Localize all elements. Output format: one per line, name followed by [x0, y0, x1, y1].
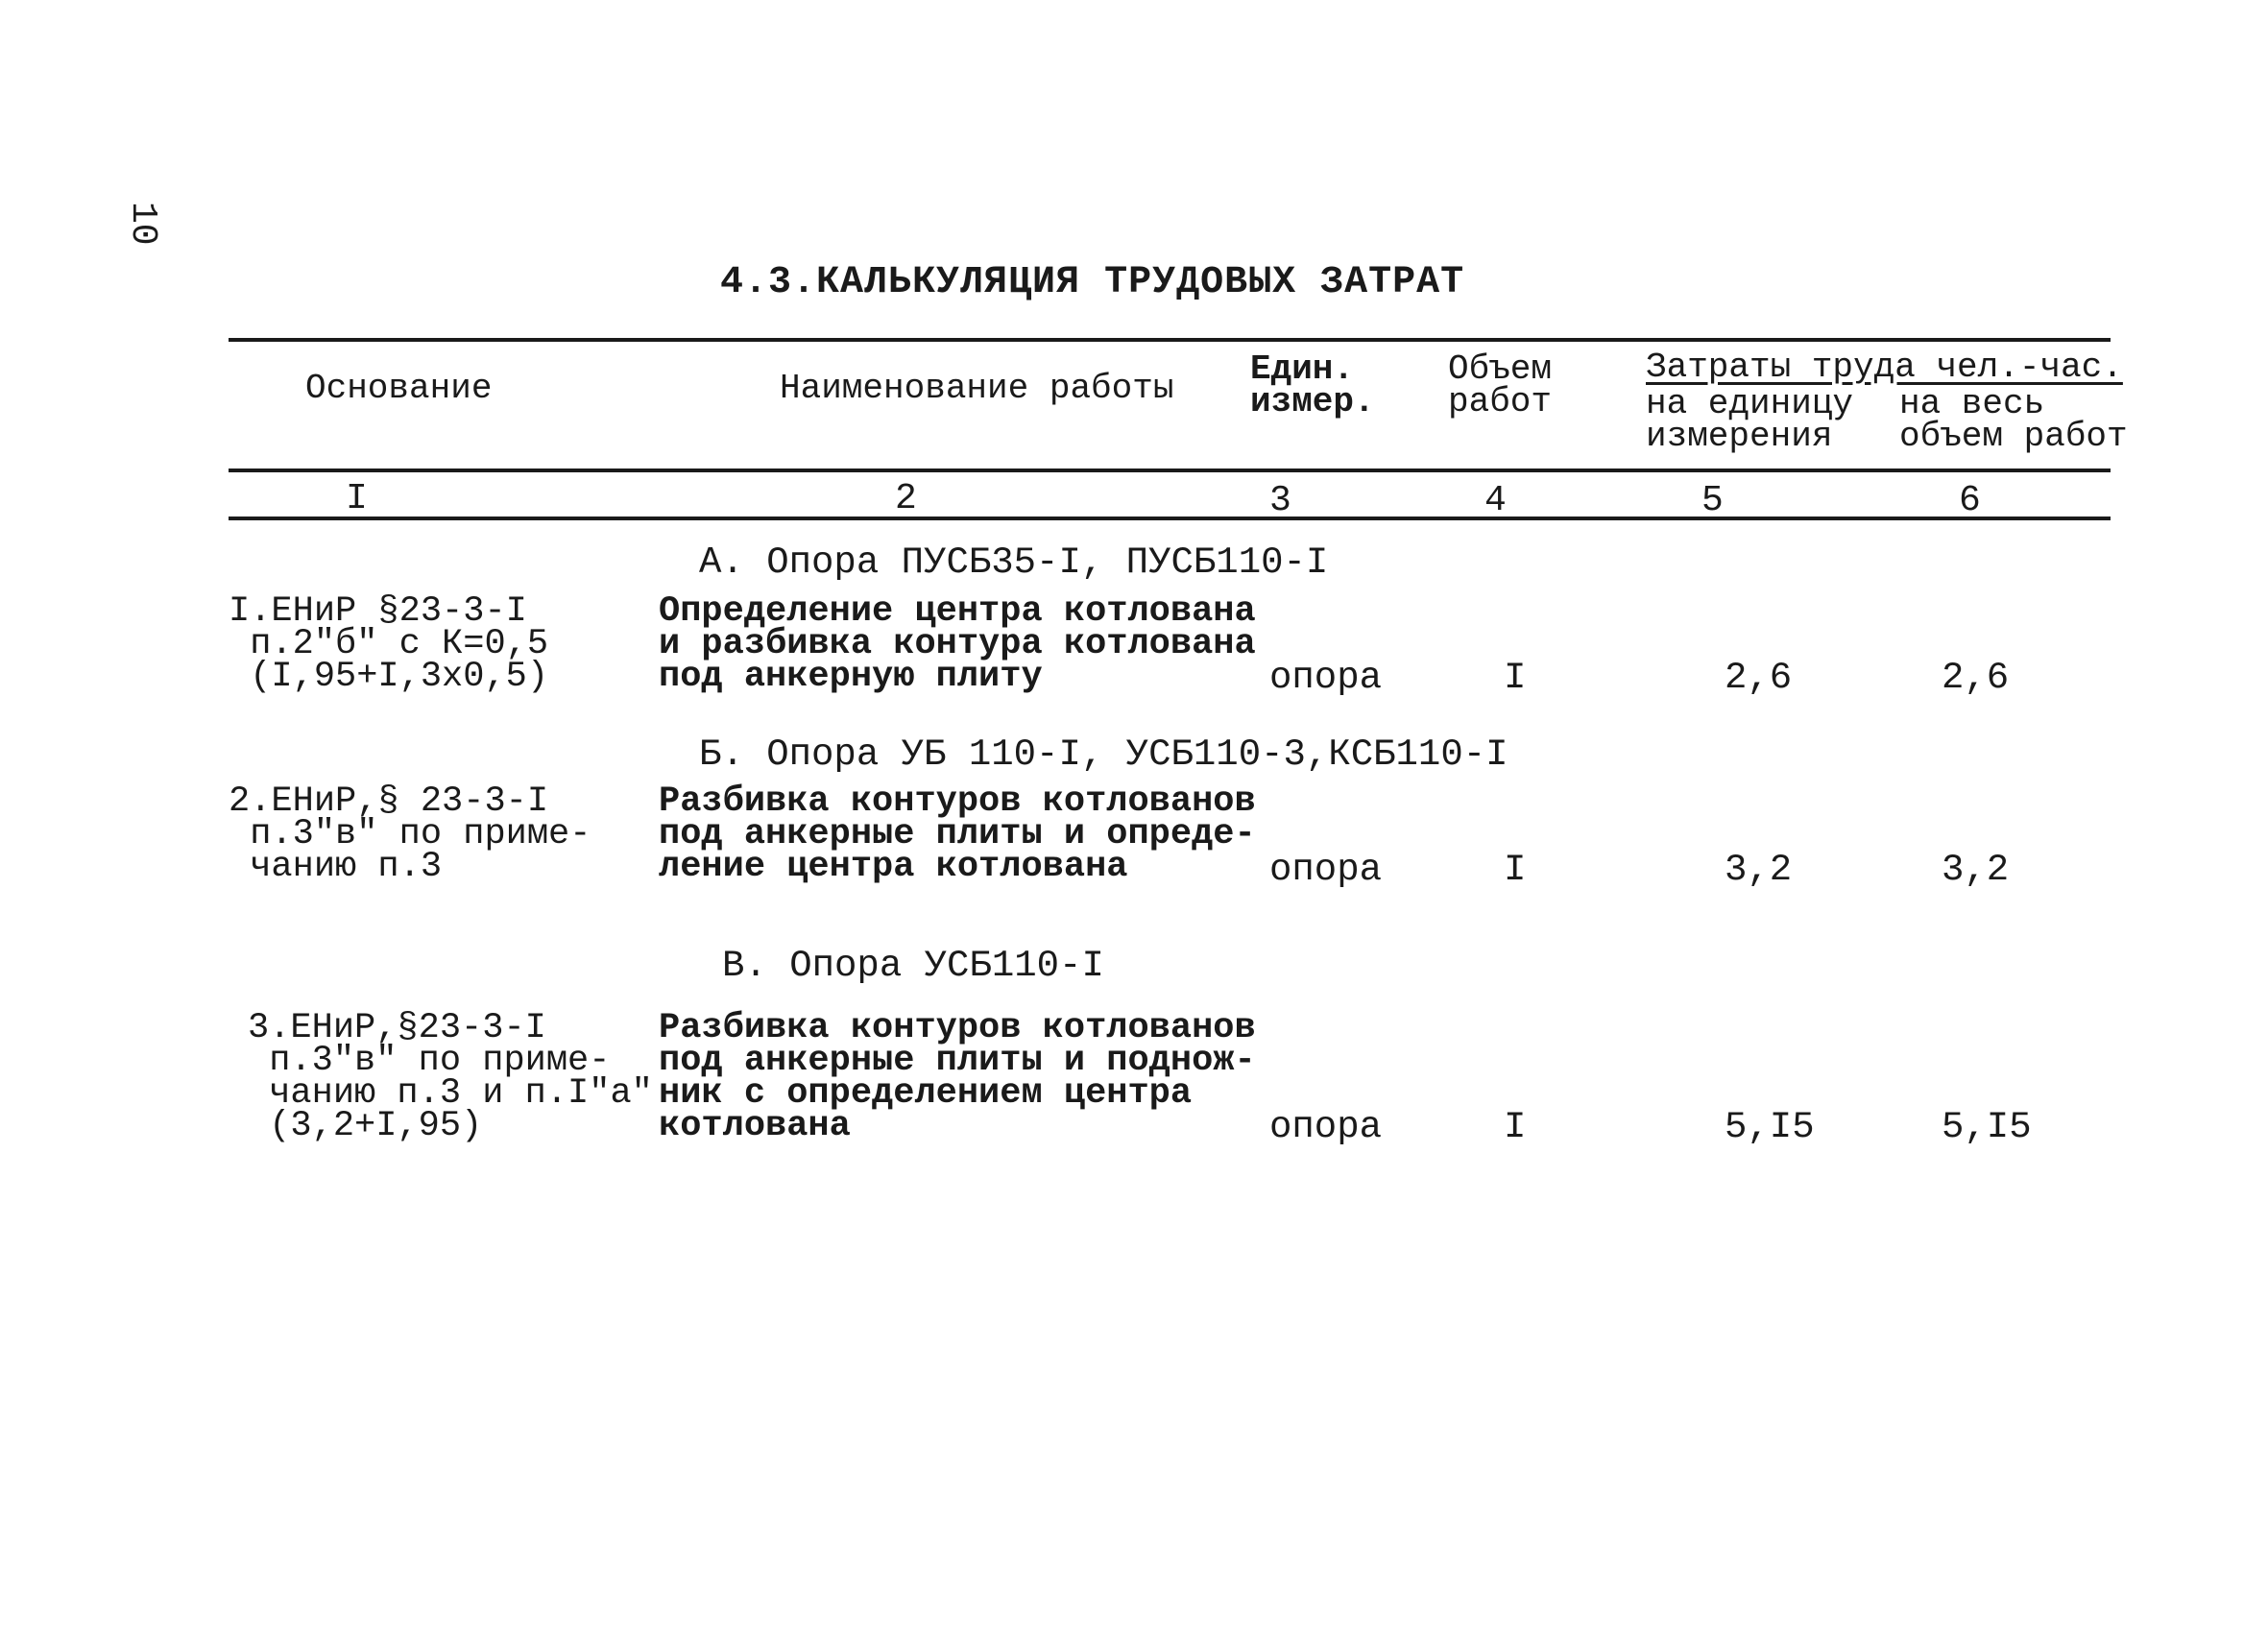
section-a-work: Определение центра котлована и разбивка контура котлована под анкерную плиту [659, 591, 1256, 697]
header-volume: Объем работ [1448, 349, 1553, 421]
colnum-2: 2 [895, 478, 917, 519]
section-b-work: Разбивка контуров котлованов под анкерные плиты и опреде- ление центра котлована [659, 781, 1256, 887]
section-c-per-unit: 5,I5 [1725, 1106, 1815, 1148]
section-b-volume: I [1504, 849, 1527, 891]
section-c-heading: В. Опора УСБ110-I [722, 945, 1104, 987]
section-a-per-unit: 2,6 [1725, 657, 1793, 699]
header-basis: Основание [305, 369, 493, 408]
colnum-1: I [346, 478, 368, 519]
colnum-5: 5 [1701, 480, 1724, 521]
section-a-volume: I [1504, 657, 1527, 699]
section-c-basis: 3.ЕНиР,§23-3-I п.3"в" по приме- чанию п.3 и п.I"а" (3,2+I,95) [248, 1008, 653, 1146]
section-c-total: 5,I5 [1942, 1106, 2032, 1148]
section-c-volume: I [1504, 1106, 1527, 1148]
colnum-6: 6 [1959, 480, 1981, 521]
section-c-work: Разбивка контуров котлованов под анкерные плиты и поднож- ник с определением центра котлована [659, 1008, 1256, 1146]
section-b-unit: опора [1269, 849, 1383, 891]
header-total: на весь объем работ [1899, 384, 2128, 456]
page-title: 4.3.КАЛЬКУЛЯЦИЯ ТРУДОВЫХ ЗАТРАТ [720, 261, 1465, 304]
section-b-total: 3,2 [1942, 849, 2010, 891]
section-b-basis: 2.ЕНиР,§ 23-3-I п.3"в" по приме- чанию п.3 [229, 781, 591, 887]
section-a-basis: I.ЕНиР §23-3-I п.2"б" с К=0,5 (I,95+I,3х0,5) [229, 591, 549, 697]
table-top-rule [229, 338, 2111, 342]
header-work-name: Наименование работы [780, 369, 1174, 408]
header-labor-group: Затраты труда чел.-час. [1646, 348, 2123, 387]
header-bottom-rule [229, 469, 2111, 472]
page-number: 10 [122, 202, 163, 246]
section-a-unit: опора [1269, 657, 1383, 699]
section-a-total: 2,6 [1942, 657, 2010, 699]
section-b-per-unit: 3,2 [1725, 849, 1793, 891]
column-numbers-rule [229, 517, 2111, 520]
header-unit: Един. измер. [1250, 349, 1375, 421]
section-c-unit: опора [1269, 1106, 1383, 1148]
section-a-heading: А. Опора ПУСБ35-I, ПУСБ110-I [699, 541, 1329, 584]
section-b-heading: Б. Опора УБ 110-I, УСБ110-3,КСБ110-I [699, 733, 1508, 776]
header-per-unit: на единицу измерения [1646, 384, 1854, 456]
colnum-3: 3 [1269, 480, 1291, 521]
colnum-4: 4 [1484, 480, 1507, 521]
